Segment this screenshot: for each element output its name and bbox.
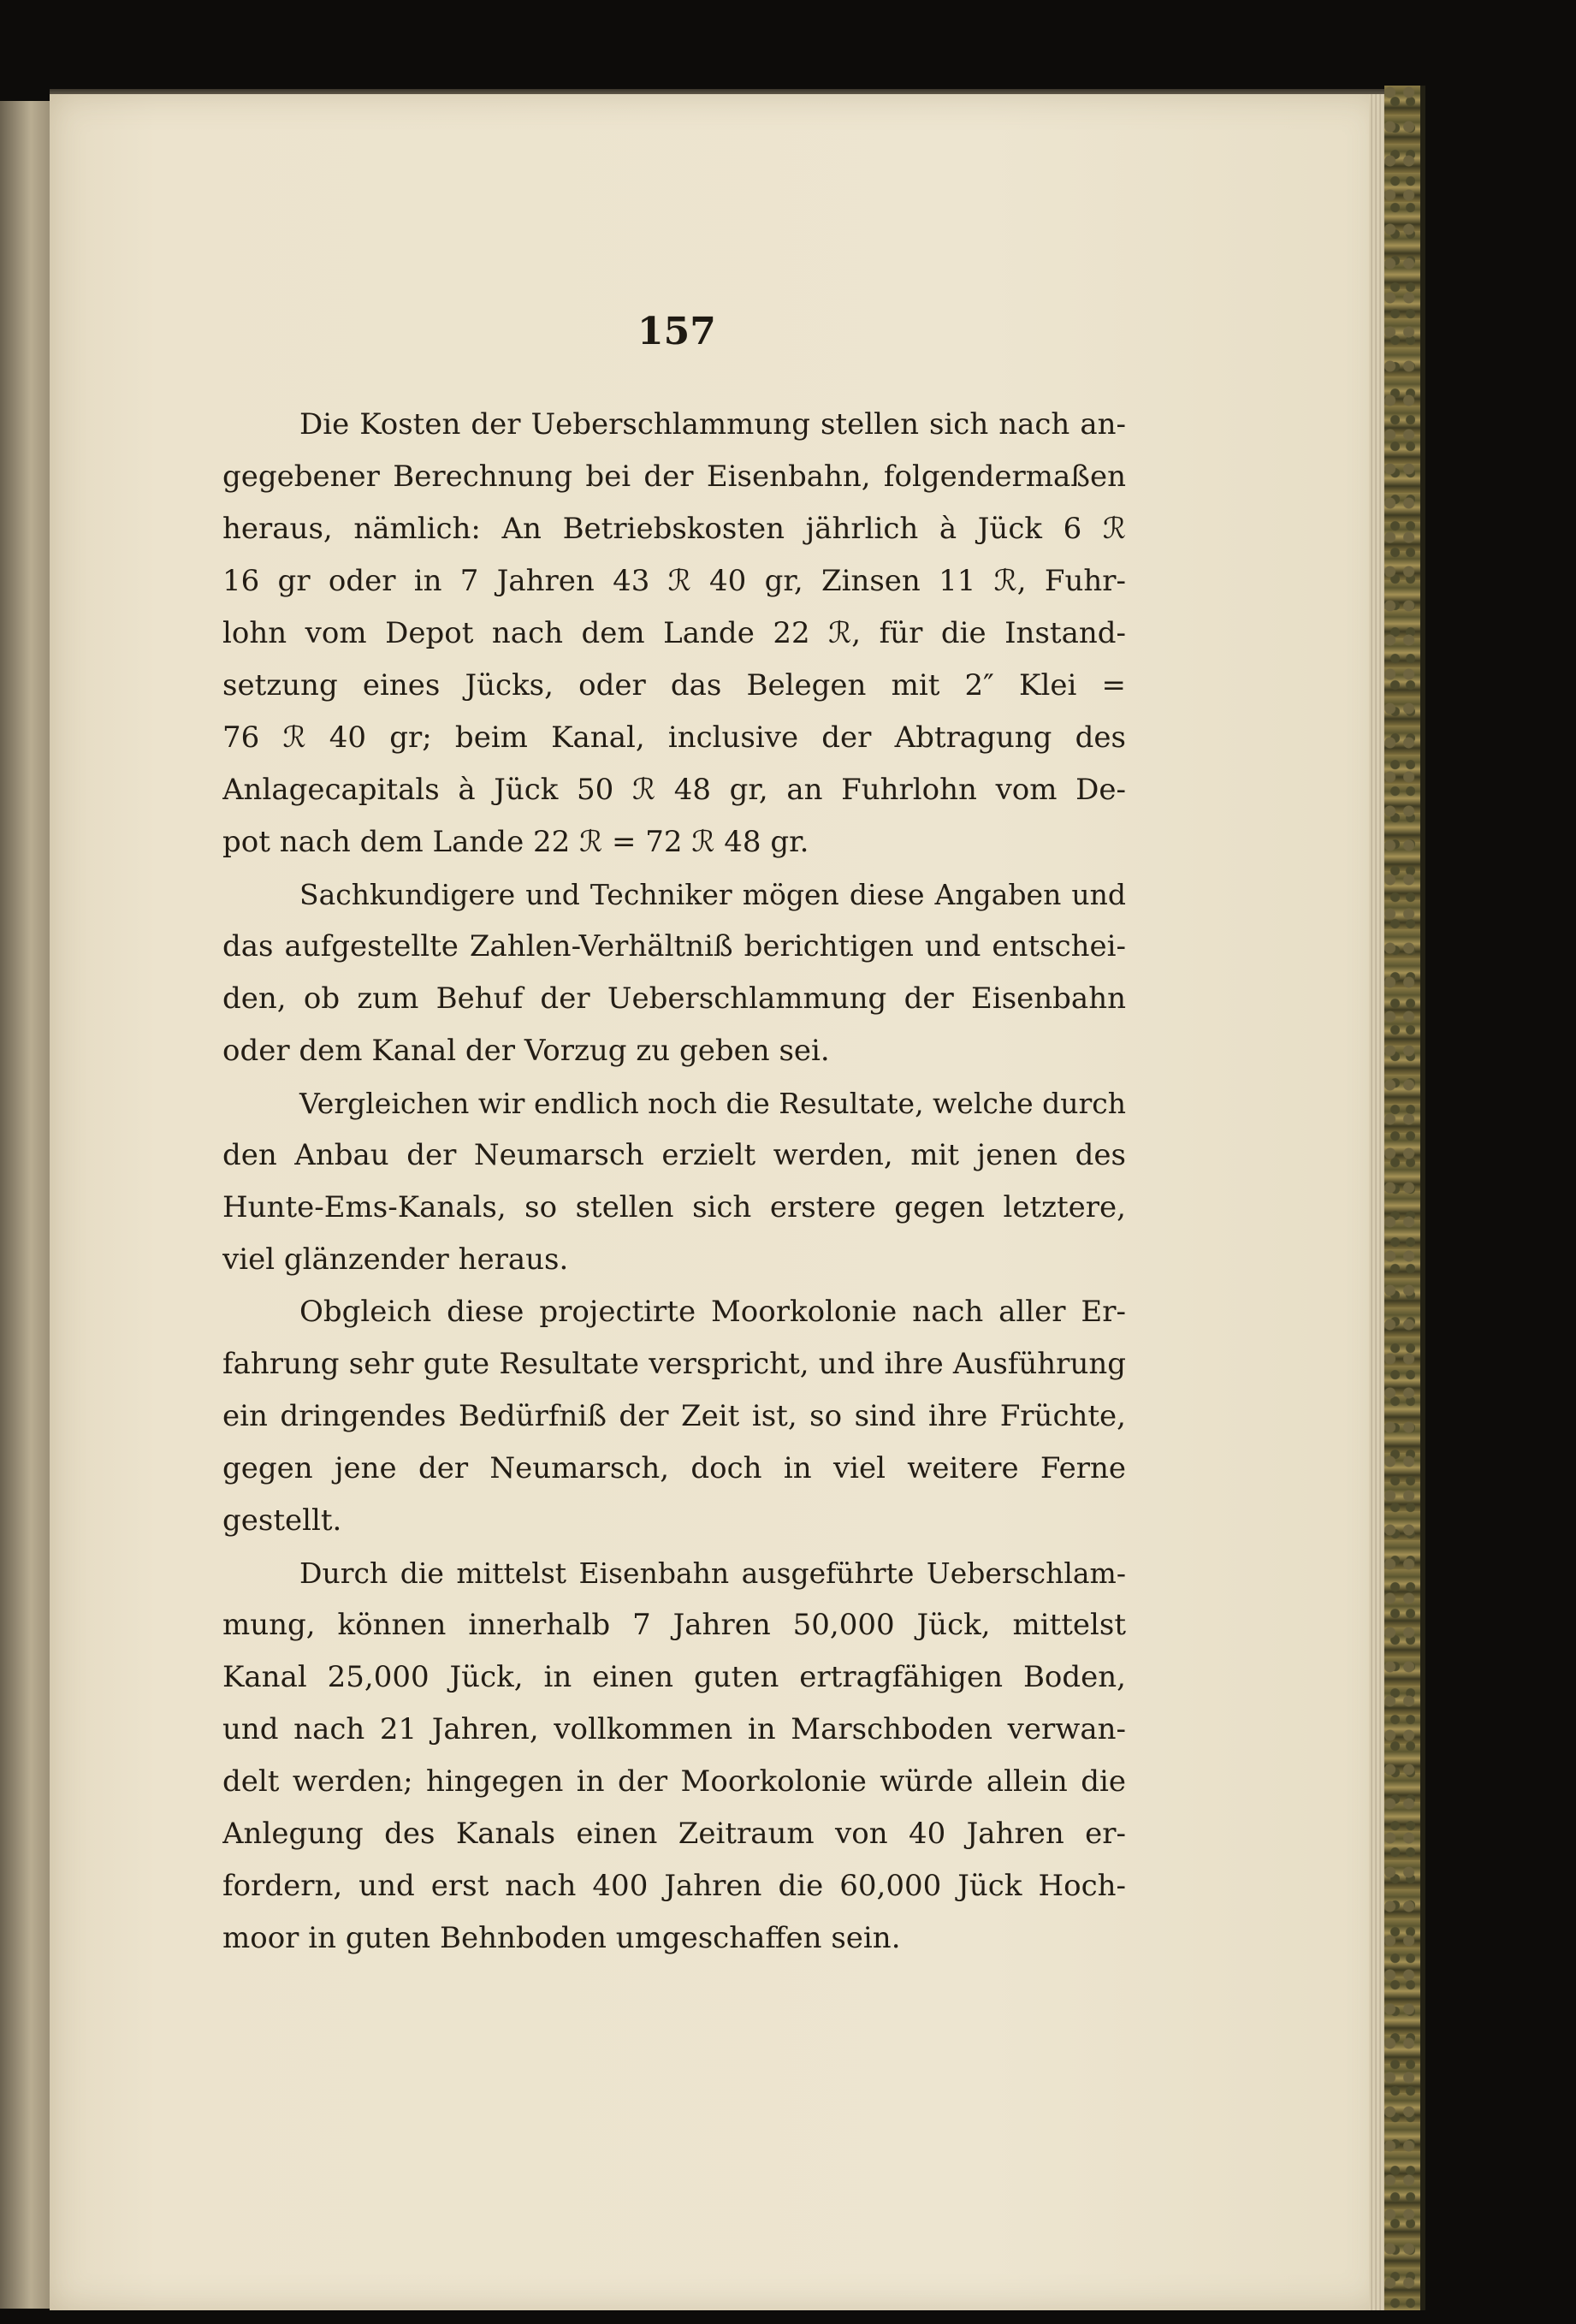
text-line: pot nach dem Lande 22 ℛ = 72 ℛ 48 gr.: [222, 825, 809, 859]
text-line: ein dringendes Bedürfniß der Zeit ist, so sind ihre Früchte,: [222, 1399, 1126, 1433]
text-line: mung, können innerhalb 7 Jahren 50,000 Jück, mittelst: [222, 1608, 1126, 1642]
text-line: das aufgestellte Zahlen-Verhältniß berichtigen und entschei-: [222, 929, 1126, 963]
text-line: Die Kosten der Ueberschlammung stellen sich nach an-: [299, 407, 1126, 442]
text-line: Hunte-Ems-Kanals, so stellen sich erstere gegen letztere,: [222, 1190, 1126, 1224]
body-text: [222, 399, 1126, 1965]
text-line: gegen jene der Neumarsch, doch in viel weitere Ferne: [222, 1451, 1126, 1485]
page-stack-edges: [1369, 94, 1384, 2310]
text-line: den, ob zum Behuf der Ueberschlammung der Eisenbahn: [222, 981, 1126, 1016]
marbled-cover-edge: [1384, 86, 1422, 2310]
text-line: Vergleichen wir endlich noch die Resultate, welche durch: [299, 1087, 1126, 1120]
cover-outer-edge: [1420, 86, 1425, 2310]
text-line: Kanal 25,000 Jück, in einen guten ertragfähigen Boden,: [222, 1660, 1126, 1694]
text-line: Anlagecapitals à Jück 50 ℛ 48 gr, an Fuhrlohn vom De-: [222, 773, 1126, 807]
text-line: den Anbau der Neumarsch erzielt werden, mit jenen des: [222, 1138, 1126, 1172]
text-line: Sachkundigere und Techniker mögen diese Angaben und: [299, 878, 1126, 911]
text-line: und nach 21 Jahren, vollkommen in Marschboden verwan-: [222, 1712, 1126, 1746]
text-line: delt werden; hingegen in der Moorkolonie würde allein die: [222, 1764, 1126, 1799]
text-line: Durch die mittelst Eisenbahn ausgeführte Ueberschlam-: [299, 1556, 1126, 1590]
text-line: oder dem Kanal der Vorzug zu geben sei.: [222, 1034, 830, 1068]
text-line: gestellt.: [222, 1503, 342, 1538]
text-line: Anlegung des Kanals einen Zeitraum von 40 Jahren er-: [222, 1817, 1126, 1851]
text-line: heraus, nämlich: An Betriebskosten jährlich à Jück 6 ℛ: [222, 512, 1126, 546]
text-line: fordern, und erst nach 400 Jahren die 60,000 Jück Hoch-: [222, 1869, 1126, 1903]
text-line: moor in guten Behnboden umgeschaffen sein.: [222, 1921, 901, 1955]
text-line: gegebener Berechnung bei der Eisenbahn, folgendermaßen: [222, 459, 1126, 494]
facing-page-edge: [0, 101, 51, 2309]
text-line: lohn vom Depot nach dem Lande 22 ℛ, für die Instand-: [222, 616, 1126, 650]
text-line: 16 gr oder in 7 Jahren 43 ℛ 40 gr, Zinsen 11 ℛ, Fuhr-: [222, 564, 1126, 598]
text-line: 76 ℛ 40 gr; beim Kanal, inclusive der Abtragung des: [222, 720, 1126, 755]
text-line: Obgleich diese projectirte Moorkolonie nach aller Er-: [299, 1295, 1126, 1329]
page-number: 157: [637, 310, 716, 353]
text-line: fahrung sehr gute Resultate verspricht, und ihre Ausführung: [222, 1347, 1126, 1381]
text-line: setzung eines Jücks, oder das Belegen mit 2″ Klei =: [222, 668, 1126, 703]
text-line: viel glänzender heraus.: [222, 1242, 569, 1277]
